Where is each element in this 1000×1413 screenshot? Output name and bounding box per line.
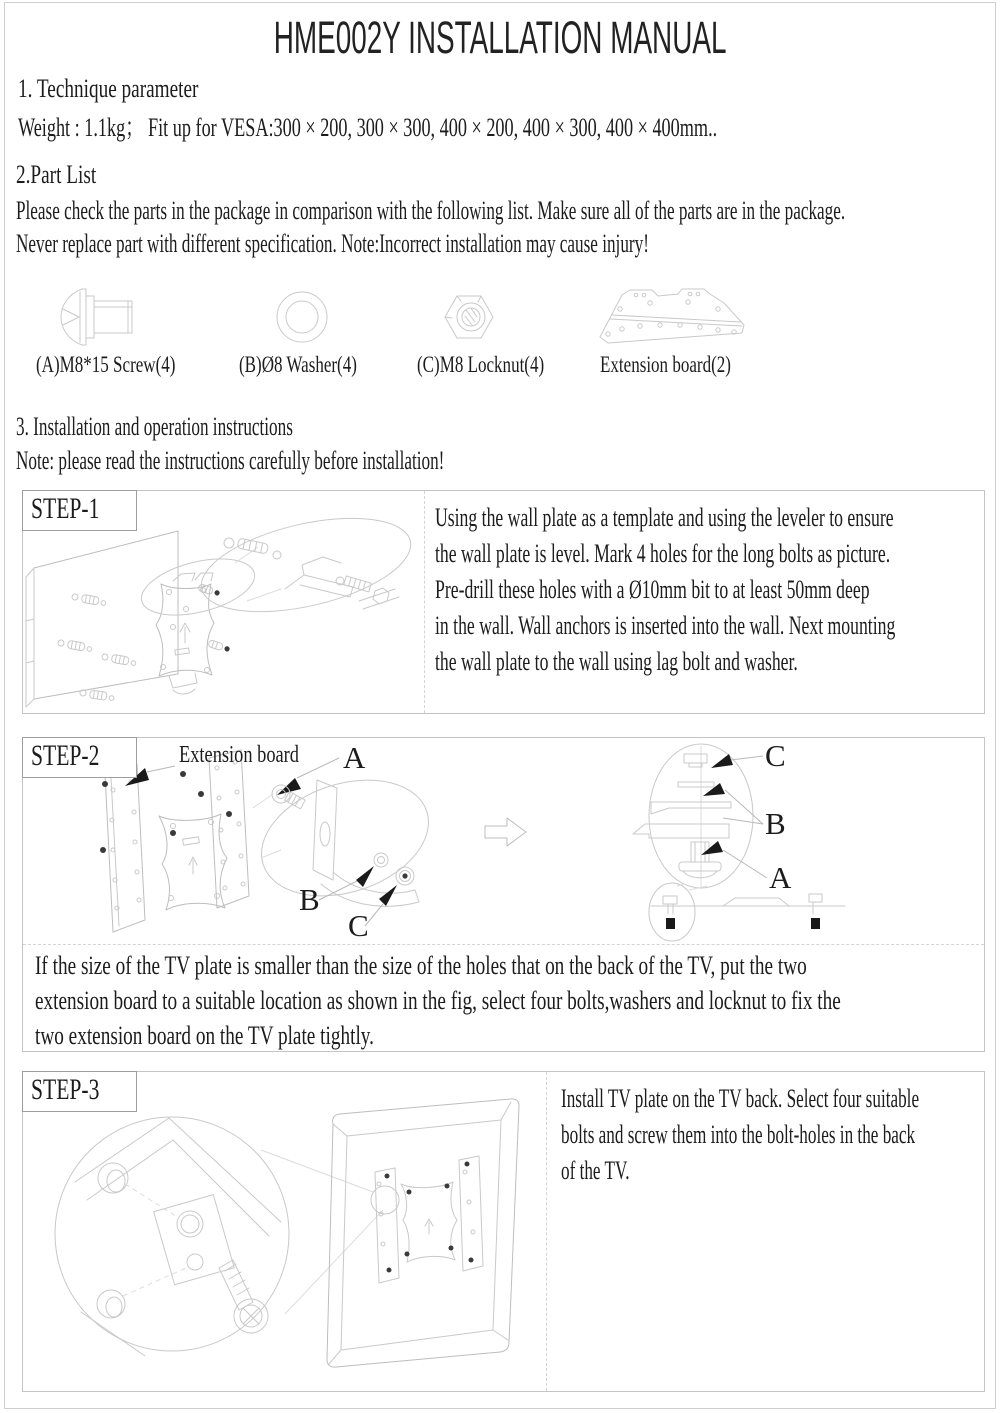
step2-instructions xyxy=(35,948,1000,1053)
step3-tag: STEP-3 xyxy=(22,1071,137,1112)
step2-label-b-right: B xyxy=(765,806,786,841)
part-label-extension-board: Extension board(2) xyxy=(600,352,731,377)
page-title: HME002Y INSTALLATION MANUAL xyxy=(273,12,727,63)
step3-line-2: bolts and screw them into the bolt-holes in the back xyxy=(561,1120,916,1149)
step2-tag: STEP-2 xyxy=(22,737,137,778)
step1-line-5: the wall plate to the wall using lag bolt and washer. xyxy=(435,647,798,676)
part-label-screw: (A)M8*15 Screw(4) xyxy=(36,352,176,377)
step3-divider xyxy=(546,1072,547,1391)
step2-line-3: two extension board on the TV plate tightly. xyxy=(35,1021,374,1050)
step1-line-3: Pre-drill these holes with a Ø10mm bit to at least 50mm deep xyxy=(435,575,870,604)
step2-divider xyxy=(23,944,984,945)
step3-instructions xyxy=(561,1081,1000,1189)
step2-label-c-right: C xyxy=(765,738,786,773)
section2-heading: 2.Part List xyxy=(16,160,97,189)
section1-body: Weight : 1.1kg； Fit up for VESA:300 × 200, 300 × 300, 400 × 200, 400 × 300, 400 × 400mm.. xyxy=(18,113,718,142)
washer-icon xyxy=(272,289,332,345)
step2-label-a-right: A xyxy=(769,860,792,895)
section1-heading: 1. Technique parameter xyxy=(18,74,199,103)
step2-line-2: extension board to a suitable location as shown in the fig, select four bolts,washers and locknut to fix the xyxy=(35,986,841,1015)
step3-line-3: of the TV. xyxy=(561,1156,630,1185)
step1-line-1: Using the wall plate as a template and using the leveler to ensure xyxy=(435,503,894,532)
extension-board-label: Extension board xyxy=(179,742,299,768)
part-label-washer: (B)Ø8 Washer(4) xyxy=(239,352,357,377)
step3-line-1: Install TV plate on the TV back. Select four suitable xyxy=(561,1084,920,1113)
step2-line-1: If the size of the TV plate is smaller than the size of the holes that on the back of the TV, put the two xyxy=(35,951,807,980)
step2-label-c-left: C xyxy=(348,908,369,943)
section2-paragraph-line-1: Please check the parts in the package in comparison with the following list. Make sure all of the parts are in the package. xyxy=(16,196,846,225)
section3-note: Note: please read the instructions carefully before installation! xyxy=(16,446,445,475)
step1-panel xyxy=(22,490,985,714)
step2-label-a-left: A xyxy=(343,740,366,775)
step2-label-b-left: B xyxy=(299,882,320,917)
extension-board-icon xyxy=(592,281,754,353)
step2-panel xyxy=(22,737,985,1052)
part-label-locknut: (C)M8 Locknut(4) xyxy=(417,352,545,377)
step1-line-2: the wall plate is level. Mark 4 holes for the long bolts as picture. xyxy=(435,539,891,568)
step1-instructions xyxy=(435,500,1000,680)
step1-divider xyxy=(424,491,425,713)
step1-line-4: in the wall. Wall anchors is inserted into the wall. Next mounting xyxy=(435,611,896,640)
section2-paragraph-line-2: Never replace part with different specification. Note:Incorrect installation may cause injury! xyxy=(16,229,649,258)
step3-diagram xyxy=(23,1072,546,1389)
step1-tag: STEP-1 xyxy=(22,490,137,531)
step2-diagram xyxy=(23,738,982,943)
step3-panel xyxy=(22,1071,985,1392)
screw-icon xyxy=(58,286,140,348)
locknut-icon xyxy=(440,291,498,343)
section3-heading: 3. Installation and operation instructions xyxy=(16,412,293,441)
